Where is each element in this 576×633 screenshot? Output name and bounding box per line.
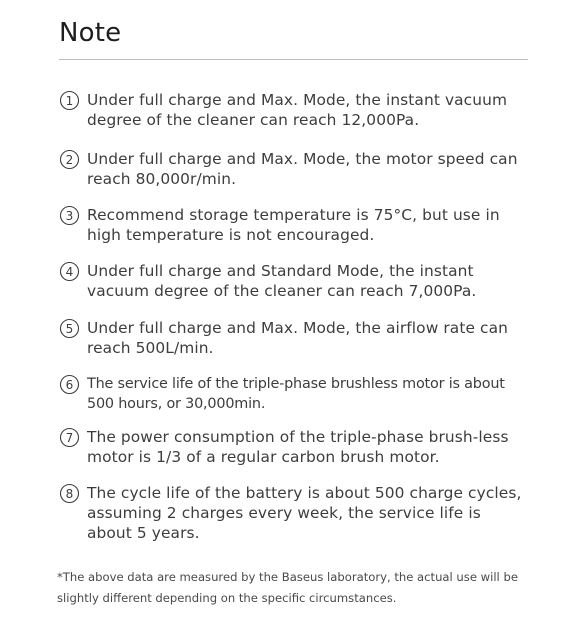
note-number: 3 bbox=[65, 209, 74, 223]
note-text: Under full charge and Max. Mode, the instant vacuum degree of the cleaner can reach 12,000Pa. bbox=[87, 91, 508, 129]
note-item bbox=[59, 205, 529, 245]
note-number: 7 bbox=[65, 431, 74, 445]
title-divider bbox=[59, 59, 528, 60]
circled-number-icon bbox=[59, 261, 80, 282]
note-number: 5 bbox=[65, 322, 74, 336]
circled-number-icon bbox=[59, 427, 80, 448]
circled-number-icon bbox=[59, 374, 80, 395]
note-text: Under full charge and Standard Mode, the instant vacuum degree of the cleaner can reach 7,000Pa. bbox=[87, 262, 477, 300]
circled-number-icon bbox=[59, 149, 80, 170]
note-item bbox=[59, 90, 529, 130]
page-title: Note bbox=[59, 18, 122, 48]
note-text: Under full charge and Max. Mode, the motor speed can reach 80,000r/min. bbox=[87, 150, 518, 188]
note-number: 6 bbox=[65, 378, 74, 392]
note-number: 8 bbox=[65, 487, 74, 501]
note-item bbox=[59, 149, 529, 189]
note-number: 1 bbox=[65, 94, 74, 108]
note-text: The power consumption of the triple-phase brush-less motor is 1/3 of a regular carbon brush motor. bbox=[87, 428, 509, 466]
note-text: The cycle life of the battery is about 500 charge cycles, assuming 2 charges every week, the service life is about 5 years. bbox=[87, 484, 522, 542]
note-item bbox=[59, 261, 529, 301]
note-item bbox=[59, 427, 529, 467]
note-item bbox=[59, 374, 529, 414]
circled-number-icon bbox=[59, 483, 80, 504]
note-item bbox=[59, 318, 529, 358]
circled-number-icon bbox=[59, 205, 80, 226]
note-text: The service life of the triple-phase brushless motor is about 500 hours, or 30,000min. bbox=[87, 376, 505, 412]
footnote: *The above data are measured by the Baseus laboratory, the actual use will be slightly different depending on the specific circumstances. bbox=[57, 570, 518, 605]
note-text: Recommend storage temperature is 75°C, but use in high temperature is not encouraged. bbox=[87, 206, 500, 244]
note-number: 4 bbox=[65, 265, 74, 279]
note-item bbox=[59, 483, 529, 543]
circled-number-icon bbox=[59, 90, 80, 111]
note-number: 2 bbox=[65, 153, 74, 167]
note-text: Under full charge and Max. Mode, the airflow rate can reach 500L/min. bbox=[87, 319, 508, 357]
circled-number-icon bbox=[59, 318, 80, 339]
